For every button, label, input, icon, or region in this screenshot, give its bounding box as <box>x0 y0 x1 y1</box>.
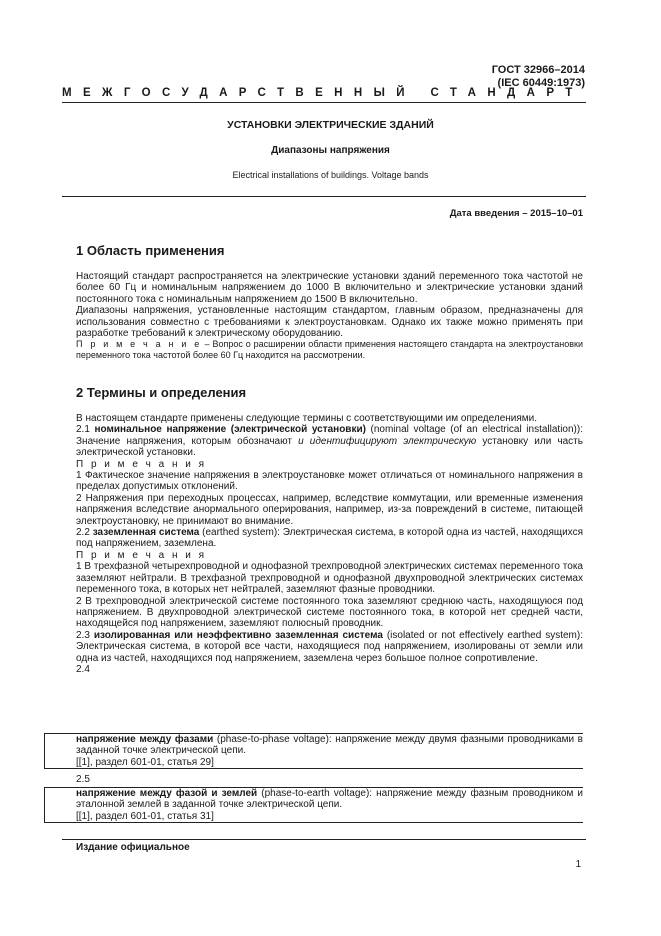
term-2-4-text: (phase-to-phase voltage): напряжение между двумя фазными проводниками в заданной точке электрической цепи. <box>76 734 583 757</box>
term-2-2-definition: (earthed system): Электрическая система, в которой одна из частей, находящихся под напряжением, заземлена. <box>76 527 583 550</box>
term-2-5-reference: [[1], раздел 601-01, статья 31] <box>76 810 214 822</box>
note-text: – Вопрос о расширении области применения настоящего стандарта на электроустановки переменного тока частотой более 60 Гц находится на рассмотрении. <box>76 339 583 361</box>
document-subtitle: Диапазоны напряжения <box>271 145 390 156</box>
document-title-english: Electrical installations of buildings. Voltage bands <box>232 170 429 180</box>
note-label: П р и м е ч а н и е <box>76 339 202 350</box>
term-2-5-number: 2.5 <box>76 774 90 785</box>
section-1-paragraph-2: Диапазоны напряжения, установленные настоящим стандартом, главным образом, предназначены для использования совместно с требованиями к электроустановкам. Однако их также можно применять при разработке требований к электрическому оборудованию. <box>76 305 583 340</box>
term-2-1-term: номинальное напряжение (электрической установки) <box>94 424 366 436</box>
section-1-body <box>76 271 583 361</box>
term-2-1-note-1: 1 Фактическое значение напряжения в электроустановке может отличаться от номинального напряжения в пределах допустимых отклонений. <box>76 470 583 493</box>
section-2-heading: 2 Термины и определения <box>76 385 247 400</box>
header-rule <box>62 102 586 103</box>
title-rule <box>62 196 586 197</box>
term-2-1-italic: и идентифицируют электрическую <box>298 435 477 447</box>
term-2-3-number: 2.3 <box>76 629 94 641</box>
term-2-1 <box>76 424 583 458</box>
term-2-2-note-1: 1 В трехфазной четырехпроводной и однофазной трехпроводной электрических системах переменного тока заземляют нейтрали. В трехфазной трехпроводной и однофазной двухпроводной электрических системах переменного тока, в которых нет нейтралей, заземляют фазные проводники. <box>76 561 583 596</box>
term-2-3-term: изолированная или неэффективно заземленная система <box>93 629 383 641</box>
term-2-4-box <box>44 733 583 769</box>
section-2-intro: В настоящем стандарте применены следующие термины с соответствующими им определениями. <box>76 413 538 424</box>
term-2-5-box <box>44 787 583 823</box>
term-2-4-term: напряжение между фазами <box>76 734 214 745</box>
official-edition-label: Издание официальное <box>76 842 190 853</box>
term-2-1-definition-end: установку или часть электрической установки. <box>76 435 583 459</box>
term-2-2-term: заземленная система <box>92 527 200 539</box>
term-2-4-box-bar <box>44 734 45 768</box>
iec-code: (IEC 60449:1973) <box>497 77 585 89</box>
term-2-4-definition <box>76 734 583 757</box>
term-2-1-note-2: 2 Напряжения при переходных процессах, например, вследствие коммутации, или временные изменения напряжения вследствие анормального оперирования, например, из-за повреждений в системе, питающей электроустановку, не принимают во внимание. <box>76 492 583 527</box>
document-title: УСТАНОВКИ ЭЛЕКТРИЧЕСКИЕ ЗДАНИЙ <box>227 119 434 131</box>
term-2-1-number: 2.1 <box>76 424 95 436</box>
section-1-note <box>76 339 583 361</box>
term-2-5-definition <box>76 788 583 811</box>
term-2-3-definition: (isolated or not effectively earthed system): Электрическая система, в которой все части, находящиеся под напряжением, изолированы от земли или одна из частей, находящихся под напряжением, заземлена через большое полное сопротивление. <box>76 629 583 664</box>
term-2-1-notes-label: П р и м е ч а н и я <box>76 458 207 470</box>
term-2-5-term: напряжение между фазой и землей <box>76 788 258 799</box>
section-1-heading: 1 Область применения <box>76 243 225 258</box>
gost-code: ГОСТ 32966–2014 <box>491 64 585 76</box>
term-2-4-number: 2.4 <box>76 663 90 675</box>
term-2-2-number: 2.2 <box>76 527 93 539</box>
term-2-1-definition: (nominal voltage (of an electrical installation)): Значение напряжения, которым обозначают <box>76 424 583 447</box>
term-2-2-notes-label: П р и м е ч а н и я <box>76 549 207 561</box>
term-2-3 <box>76 630 583 664</box>
footer-rule <box>62 839 586 840</box>
section-1-paragraph-1: Настоящий стандарт распространяется на электрические установки зданий переменного тока частотой не более 60 Гц и номинальным напряжением до 1000 В включительно и электрические установки зданий постоянного тока с номинальным напряжением до 1500 В включительно. <box>76 271 583 305</box>
term-2-5-box-bar <box>44 788 45 822</box>
term-2-5-text: (phase-to-earth voltage): напряжение между фазным проводником и эталонной землей в заданной точке электрической цепи. <box>76 788 584 811</box>
section-2-body <box>76 413 583 675</box>
term-2-4-reference: [[1], раздел 601-01, статья 29] <box>76 756 214 768</box>
term-2-2 <box>76 527 583 550</box>
introduction-date: Дата введения – 2015–10–01 <box>449 208 583 219</box>
term-2-2-note-2: 2 В трехпроводной электрической системе постоянного тока заземляют среднюю часть, находящуюся под напряжением. В двухпроводной электрической системе постоянного тока, в которой нет средней части, находящейся под напряжением, заземляют полюсный проводник. <box>76 595 583 630</box>
page-number: 1 <box>575 859 581 870</box>
interstate-standard-banner: МЕЖГОСУДАРСТВЕННЫЙ СТАНДАРТ <box>62 87 584 99</box>
